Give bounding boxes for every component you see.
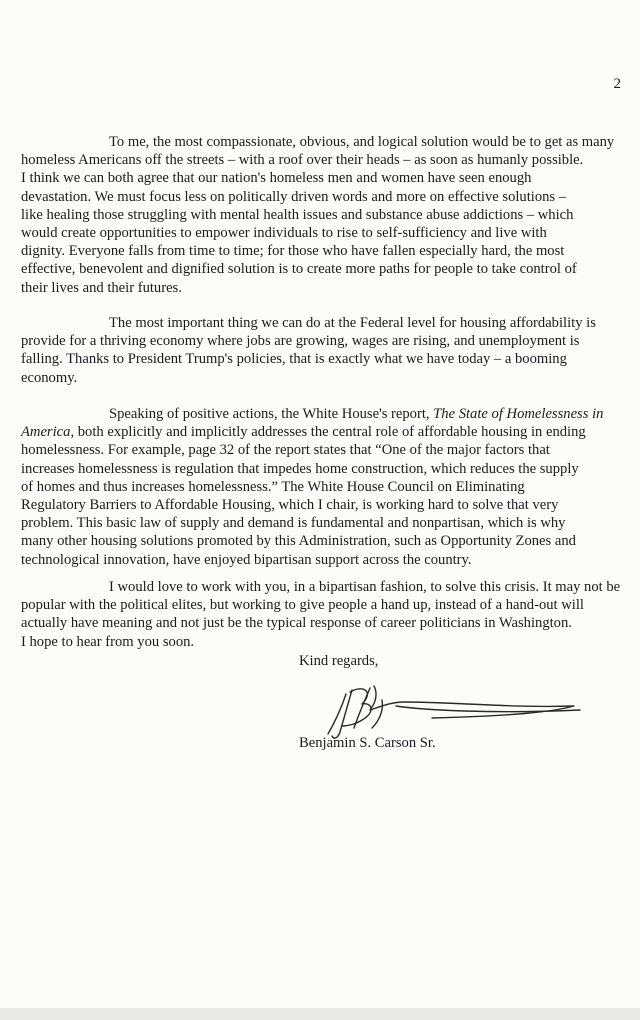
- paragraph-line: of homes and thus increases homelessness.” The White House Council on Eliminating: [21, 478, 525, 495]
- paragraph-bipartisan: [21, 578, 625, 651]
- paragraph-line: many other housing solutions promoted by this Administration, such as Opportunity Zones and: [21, 533, 576, 550]
- paragraph-line: The most important thing we can do at the Federal level for housing affordability is: [109, 315, 596, 331]
- paragraph-line: like healing those struggling with mental health issues and substance abuse addictions – which: [21, 206, 574, 223]
- paragraph-line: [21, 423, 625, 441]
- paragraph-line: increases homelessness is regulation that impedes home construction, which reduces the supply: [21, 460, 579, 477]
- paragraph-line: technological innovation, have enjoyed bipartisan support across the country.: [21, 551, 472, 568]
- report-description: , both explicitly and implicitly addresses the central role of affordable housing in ending: [70, 424, 586, 441]
- paragraph-line: To me, the most compassionate, obvious, and logical solution would be to get as many: [109, 134, 615, 150]
- page-number: 2: [613, 76, 621, 92]
- paragraph-line: Regulatory Barriers to Affordable Housing, which I chair, is working hard to solve that very: [21, 497, 559, 514]
- paragraph-line: I think we can both agree that our nation's homeless men and women have seen enough: [21, 170, 532, 187]
- paragraph-economy: [21, 314, 625, 387]
- closing-salutation: Kind regards,: [299, 653, 379, 669]
- report-title: The State of Homelessness in: [433, 406, 604, 422]
- paragraph-line: actually have meaning and not just be the typical response of career politicians in Washington.: [21, 615, 572, 632]
- paragraph-line: falling. Thanks to President Trump's policies, that is exactly what we have today – a booming: [21, 351, 567, 368]
- paragraph-line: homeless Americans off the streets – with a roof over their heads – as soon as humanly possible.: [21, 152, 584, 169]
- paragraph-line: provide for a thriving economy where jobs are growing, wages are rising, and unemployment is: [21, 333, 580, 350]
- paragraph-line: problem. This basic law of supply and demand is fundamental and nonpartisan, which is why: [21, 515, 566, 532]
- report-intro-text: Speaking of positive actions, the White House's report,: [109, 406, 434, 422]
- paragraph-line: their lives and their futures.: [21, 279, 182, 296]
- paragraph-line: homelessness. For example, page 32 of the report states that “One of the major factors that: [21, 442, 550, 459]
- paragraph-line: economy.: [21, 369, 78, 386]
- paragraph-homeless-solution: [21, 133, 625, 297]
- paragraph-line: dignity. Everyone falls from time to time; for those who have fallen especially hard, the most: [21, 243, 565, 260]
- signer-name: Benjamin S. Carson Sr.: [299, 735, 436, 751]
- paragraph-line: I would love to work with you, in a bipartisan fashion, to solve this crisis. It may not be: [109, 579, 621, 595]
- paragraph-line: devastation. We must focus less on politically driven words and more on effective solutions –: [21, 188, 567, 205]
- paragraph-line: would create opportunities to empower individuals to rise to self-sufficiency and live with: [21, 225, 547, 242]
- paragraph-line: effective, benevolent and dignified solution is to create more paths for people to take control of: [21, 261, 577, 278]
- paragraph-line: [21, 405, 625, 423]
- paragraph-report: [21, 405, 625, 569]
- report-title-continued: America: [21, 424, 71, 441]
- paragraph-line: popular with the political elites, but working to give people a hand up, instead of a hand-out will: [21, 597, 584, 614]
- paragraph-line: I hope to hear from you soon.: [21, 633, 195, 650]
